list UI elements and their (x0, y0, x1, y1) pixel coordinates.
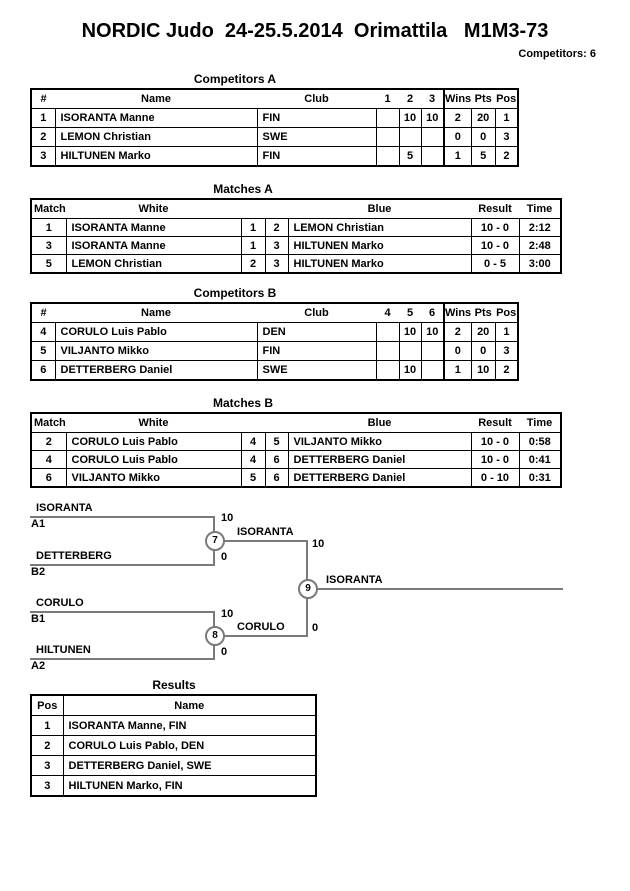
blue-num-cell: 3 (265, 237, 288, 255)
club-cell: SWE (257, 361, 376, 381)
bracket-line (30, 564, 215, 566)
competitors-b-table (30, 302, 519, 381)
col-header-opp5: 5 (399, 303, 421, 323)
col-header-white-num (241, 199, 265, 219)
section-title-matches-a: Matches A (213, 182, 273, 196)
col-header-name: Name (55, 303, 257, 323)
bracket-line (30, 611, 215, 613)
score-cell (376, 323, 399, 342)
score-cell (399, 342, 421, 361)
score-cell (421, 128, 444, 147)
bracket-winner-name: ISORANTA (237, 526, 294, 538)
result-cell: 10 - 0 (471, 433, 519, 451)
section-title-results: Results (152, 678, 196, 692)
match-row (31, 451, 561, 469)
white-num-cell: 1 (241, 237, 265, 255)
result-cell: 10 - 0 (471, 219, 519, 237)
score-cell (376, 128, 399, 147)
score-cell (421, 147, 444, 167)
col-header-blue-num (265, 199, 288, 219)
result-row (31, 776, 316, 797)
score-cell (421, 342, 444, 361)
bracket-seed: B2 (31, 566, 46, 578)
result-cell: 10 - 0 (471, 237, 519, 255)
match-number-circle: 8 (205, 626, 225, 646)
col-header-opp2: 2 (399, 89, 421, 109)
score-cell: 10 (421, 109, 444, 128)
club-cell: DEN (257, 323, 376, 342)
match-num-cell: 1 (31, 219, 66, 237)
match-row (31, 433, 561, 451)
club-cell: FIN (257, 342, 376, 361)
match-num-cell: 6 (31, 469, 66, 488)
time-cell: 3:00 (519, 255, 561, 274)
col-header-blue: Blue (288, 199, 471, 219)
pts-cell: 5 (471, 147, 495, 167)
blue-name-cell: DETTERBERG Daniel (288, 469, 471, 488)
pos-cell: 1 (31, 716, 63, 736)
blue-num-cell: 6 (265, 469, 288, 488)
pos-cell: 3 (495, 128, 518, 147)
score-cell: 10 (399, 109, 421, 128)
competitor-row (31, 361, 518, 381)
match-num-cell: 5 (31, 255, 66, 274)
score-cell (421, 361, 444, 381)
competitors-a-table (30, 88, 519, 167)
result-row (31, 736, 316, 756)
col-header-white: White (66, 413, 241, 433)
pts-cell: 0 (471, 128, 495, 147)
competitors-count-label: Competitors: 6 (518, 48, 596, 60)
bracket-line (30, 658, 215, 660)
matches-a-table (30, 198, 562, 274)
pos-cell: 2 (495, 361, 518, 381)
club-cell: FIN (257, 109, 376, 128)
pos-cell: 2 (31, 736, 63, 756)
bracket-score: 10 (312, 538, 325, 550)
score-cell (376, 109, 399, 128)
num-cell: 4 (31, 323, 55, 342)
bracket-winner-name: ISORANTA (326, 574, 383, 586)
num-cell: 2 (31, 128, 55, 147)
col-header-match: Match (31, 413, 66, 433)
club-cell: SWE (257, 128, 376, 147)
bracket-line (223, 635, 307, 637)
pts-cell: 0 (471, 342, 495, 361)
match-number-circle: 9 (298, 579, 318, 599)
num-cell: 6 (31, 361, 55, 381)
blue-name-cell: HILTUNEN Marko (288, 237, 471, 255)
col-header-pts: Pts (471, 89, 495, 109)
col-header-club: Club (257, 89, 376, 109)
name-cell: ISORANTA Manne (55, 109, 257, 128)
col-header-wins: Wins (444, 303, 471, 323)
match-number-circle: 7 (205, 531, 225, 551)
name-cell: LEMON Christian (55, 128, 257, 147)
blue-num-cell: 2 (265, 219, 288, 237)
col-header-name: Name (63, 695, 316, 716)
col-header-match: Match (31, 199, 66, 219)
white-name-cell: CORULO Luis Pablo (66, 451, 241, 469)
col-header-opp4: 4 (376, 303, 399, 323)
bracket-score: 0 (221, 551, 228, 563)
col-header-pos: Pos (31, 695, 63, 716)
col-header-opp1: 1 (376, 89, 399, 109)
col-header-pos: Pos (495, 303, 518, 323)
bracket-score: 0 (221, 646, 228, 658)
blue-num-cell: 3 (265, 255, 288, 274)
header-row (31, 695, 316, 716)
pos-cell: 3 (31, 756, 63, 776)
matches-b-table (30, 412, 562, 488)
section-title-competitors-b: Competitors B (193, 286, 277, 300)
wins-cell: 0 (444, 342, 471, 361)
name-cell: VILJANTO Mikko (55, 342, 257, 361)
blue-name-cell: HILTUNEN Marko (288, 255, 471, 274)
name-cell: ISORANTA Manne, FIN (63, 716, 316, 736)
white-name-cell: LEMON Christian (66, 255, 241, 274)
time-cell: 0:58 (519, 433, 561, 451)
score-cell (399, 128, 421, 147)
time-cell: 0:31 (519, 469, 561, 488)
score-cell (376, 147, 399, 167)
white-num-cell: 5 (241, 469, 265, 488)
col-header-result: Result (471, 199, 519, 219)
white-name-cell: ISORANTA Manne (66, 219, 241, 237)
bracket-player-name: DETTERBERG (36, 550, 112, 562)
time-cell: 0:41 (519, 451, 561, 469)
score-cell: 10 (421, 323, 444, 342)
white-num-cell: 1 (241, 219, 265, 237)
bracket-seed: A1 (31, 518, 46, 530)
col-header-opp6: 6 (421, 303, 444, 323)
col-header-club: Club (257, 303, 376, 323)
pts-cell: 10 (471, 361, 495, 381)
pts-cell: 20 (471, 109, 495, 128)
result-cell: 0 - 10 (471, 469, 519, 488)
wins-cell: 2 (444, 323, 471, 342)
wins-cell: 1 (444, 361, 471, 381)
header-row (31, 89, 518, 109)
pos-cell: 2 (495, 147, 518, 167)
white-name-cell: CORULO Luis Pablo (66, 433, 241, 451)
wins-cell: 1 (444, 147, 471, 167)
competitor-row (31, 147, 518, 167)
blue-num-cell: 5 (265, 433, 288, 451)
num-cell: 5 (31, 342, 55, 361)
pos-cell: 1 (495, 109, 518, 128)
col-header-num: # (31, 303, 55, 323)
white-num-cell: 4 (241, 433, 265, 451)
bracket-player-name: CORULO (36, 597, 84, 609)
result-cell: 0 - 5 (471, 255, 519, 274)
section-title-matches-b: Matches B (212, 396, 274, 410)
col-header-opp3: 3 (421, 89, 444, 109)
bracket-line (30, 516, 215, 518)
bracket-player-name: HILTUNEN (36, 644, 91, 656)
header-row (31, 303, 518, 323)
name-cell: HILTUNEN Marko (55, 147, 257, 167)
col-header-result: Result (471, 413, 519, 433)
header-row (31, 413, 561, 433)
name-cell: DETTERBERG Daniel, SWE (63, 756, 316, 776)
col-header-white-num (241, 413, 265, 433)
bracket-winner-name: CORULO (237, 621, 285, 633)
pos-cell: 3 (495, 342, 518, 361)
pos-cell: 1 (495, 323, 518, 342)
result-row (31, 756, 316, 776)
blue-name-cell: LEMON Christian (288, 219, 471, 237)
name-cell: CORULO Luis Pablo, DEN (63, 736, 316, 756)
result-row (31, 716, 316, 736)
match-row (31, 255, 561, 274)
white-num-cell: 2 (241, 255, 265, 274)
match-row (31, 237, 561, 255)
blue-name-cell: VILJANTO Mikko (288, 433, 471, 451)
competitor-row (31, 323, 518, 342)
white-num-cell: 4 (241, 451, 265, 469)
time-cell: 2:48 (519, 237, 561, 255)
wins-cell: 2 (444, 109, 471, 128)
match-num-cell: 4 (31, 451, 66, 469)
col-header-blue: Blue (288, 413, 471, 433)
bracket-seed: A2 (31, 660, 46, 672)
bracket-seed: B1 (31, 613, 46, 625)
score-cell: 5 (399, 147, 421, 167)
bracket-score: 0 (312, 622, 319, 634)
result-cell: 10 - 0 (471, 451, 519, 469)
white-name-cell: ISORANTA Manne (66, 237, 241, 255)
name-cell: CORULO Luis Pablo (55, 323, 257, 342)
competitor-row (31, 342, 518, 361)
col-header-time: Time (519, 199, 561, 219)
name-cell: DETTERBERG Daniel (55, 361, 257, 381)
page-title: NORDIC Judo 24-25.5.2014 Orimattila M1M3-73 (81, 20, 549, 42)
match-num-cell: 2 (31, 433, 66, 451)
white-name-cell: VILJANTO Mikko (66, 469, 241, 488)
match-row (31, 469, 561, 488)
match-num-cell: 3 (31, 237, 66, 255)
col-header-num: # (31, 89, 55, 109)
time-cell: 2:12 (519, 219, 561, 237)
competitor-row (31, 128, 518, 147)
name-cell: HILTUNEN Marko, FIN (63, 776, 316, 797)
match-row (31, 219, 561, 237)
blue-num-cell: 6 (265, 451, 288, 469)
wins-cell: 0 (444, 128, 471, 147)
bracket-score: 10 (221, 608, 234, 620)
header-row (31, 199, 561, 219)
bracket-line (316, 588, 563, 590)
num-cell: 1 (31, 109, 55, 128)
bracket-line (223, 540, 307, 542)
col-header-white: White (66, 199, 241, 219)
score-cell (376, 361, 399, 381)
col-header-name: Name (55, 89, 257, 109)
blue-name-cell: DETTERBERG Daniel (288, 451, 471, 469)
score-cell: 10 (399, 323, 421, 342)
competitor-row (31, 109, 518, 128)
col-header-pts: Pts (471, 303, 495, 323)
results-table (30, 694, 317, 797)
col-header-wins: Wins (444, 89, 471, 109)
col-header-time: Time (519, 413, 561, 433)
bracket-score: 10 (221, 512, 234, 524)
score-cell (376, 342, 399, 361)
pos-cell: 3 (31, 776, 63, 797)
club-cell: FIN (257, 147, 376, 167)
pts-cell: 20 (471, 323, 495, 342)
bracket-player-name: ISORANTA (36, 502, 93, 514)
score-cell: 10 (399, 361, 421, 381)
num-cell: 3 (31, 147, 55, 167)
col-header-pos: Pos (495, 89, 518, 109)
section-title-competitors-a: Competitors A (193, 72, 277, 86)
col-header-blue-num (265, 413, 288, 433)
